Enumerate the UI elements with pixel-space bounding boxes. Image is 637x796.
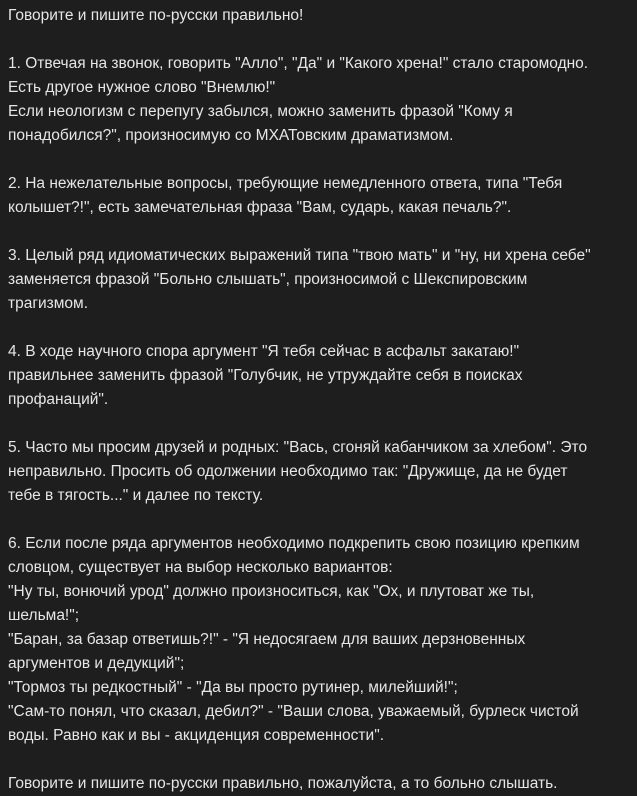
paragraph-gap <box>8 508 629 532</box>
item-3-line-1: 3. Целый ряд идиоматических выражений типа "твою мать" и "ну, ни хрена себе" <box>8 247 591 264</box>
item-3-line-2: заменяется фразой "Больно слышать", произносимой с Шекспировским <box>8 271 528 288</box>
paragraph-gap <box>8 220 629 244</box>
item-5-line-1: 5. Часто мы просим друзей и родных: "Вась, сгоняй кабанчиком за хлебом". Это <box>8 439 588 456</box>
paragraph-gap <box>8 148 629 172</box>
paragraph-gap <box>8 28 629 52</box>
item-6-line-1: 6. Если после ряда аргументов необходимо подкрепить свою позицию крепким <box>8 535 580 552</box>
item-6-line-4: шельма!"; <box>8 607 80 624</box>
item-5-line-3: тебе в тягость..." и далее по тексту. <box>8 487 264 504</box>
item-1-line-2: Есть другое нужное слово "Внемлю!" <box>8 79 276 96</box>
item-4-line-1: 4. В ходе научного спора аргумент "Я тебя сейчас в асфальт закатаю!" <box>8 343 520 360</box>
item-6-line-2: словцом, существует на выбор несколько вариантов: <box>8 559 393 576</box>
item-6-line-3: "Ну ты, вонючий урод" должно произноситься, как "Ох, и плутоват же ты, <box>8 583 535 600</box>
post-title: Говорите и пишите по-русски правильно! <box>8 7 304 24</box>
item-4-line-3: профанаций". <box>8 391 109 408</box>
item-6-line-8: "Сам-то понял, что сказал, дебил?" - "Ваши слова, уважаемый, бурлеск чистой <box>8 703 579 720</box>
paragraph-gap <box>8 316 629 340</box>
item-1-line-3: Если неологизм с перепугу забылся, можно заменить фразой "Кому я <box>8 103 513 120</box>
item-2-line-1: 2. На нежелательные вопросы, требующие немедленного ответа, типа "Тебя <box>8 175 563 192</box>
post-closing: Говорите и пишите по-русски правильно, пожалуйста, а то больно слышать. <box>8 775 558 792</box>
paragraph-gap <box>8 748 629 772</box>
item-1-line-1: 1. Отвечая на звонок, говорить "Алло", "Да" и "Какого хрена!" стало старомодно. <box>8 55 589 72</box>
item-2-line-2: колышет?!", есть замечательная фраза "Вам, сударь, какая печаль?". <box>8 199 512 216</box>
item-5-line-2: неправильно. Просить об одолжении необходимо так: "Дружище, да не будет <box>8 463 568 480</box>
item-6-line-9: воды. Равно как и вы - акциденция современности". <box>8 727 384 744</box>
item-1-line-4: понадобился?", произносимую со МХАТовским драматизмом. <box>8 127 454 144</box>
item-4-line-2: правильнее заменить фразой "Голубчик, не утруждайте себя в поисках <box>8 367 523 384</box>
paragraph-gap <box>8 412 629 436</box>
item-6-line-6: аргументов и дедукций"; <box>8 655 185 672</box>
item-6-line-7: "Тормоз ты редкостный" - "Да вы просто рутинер, милейший!"; <box>8 679 458 696</box>
item-6-line-5: "Баран, за базар ответишь?!" - "Я недосягаем для ваших дерзновенных <box>8 631 526 648</box>
item-3-line-3: трагизмом. <box>8 295 88 312</box>
